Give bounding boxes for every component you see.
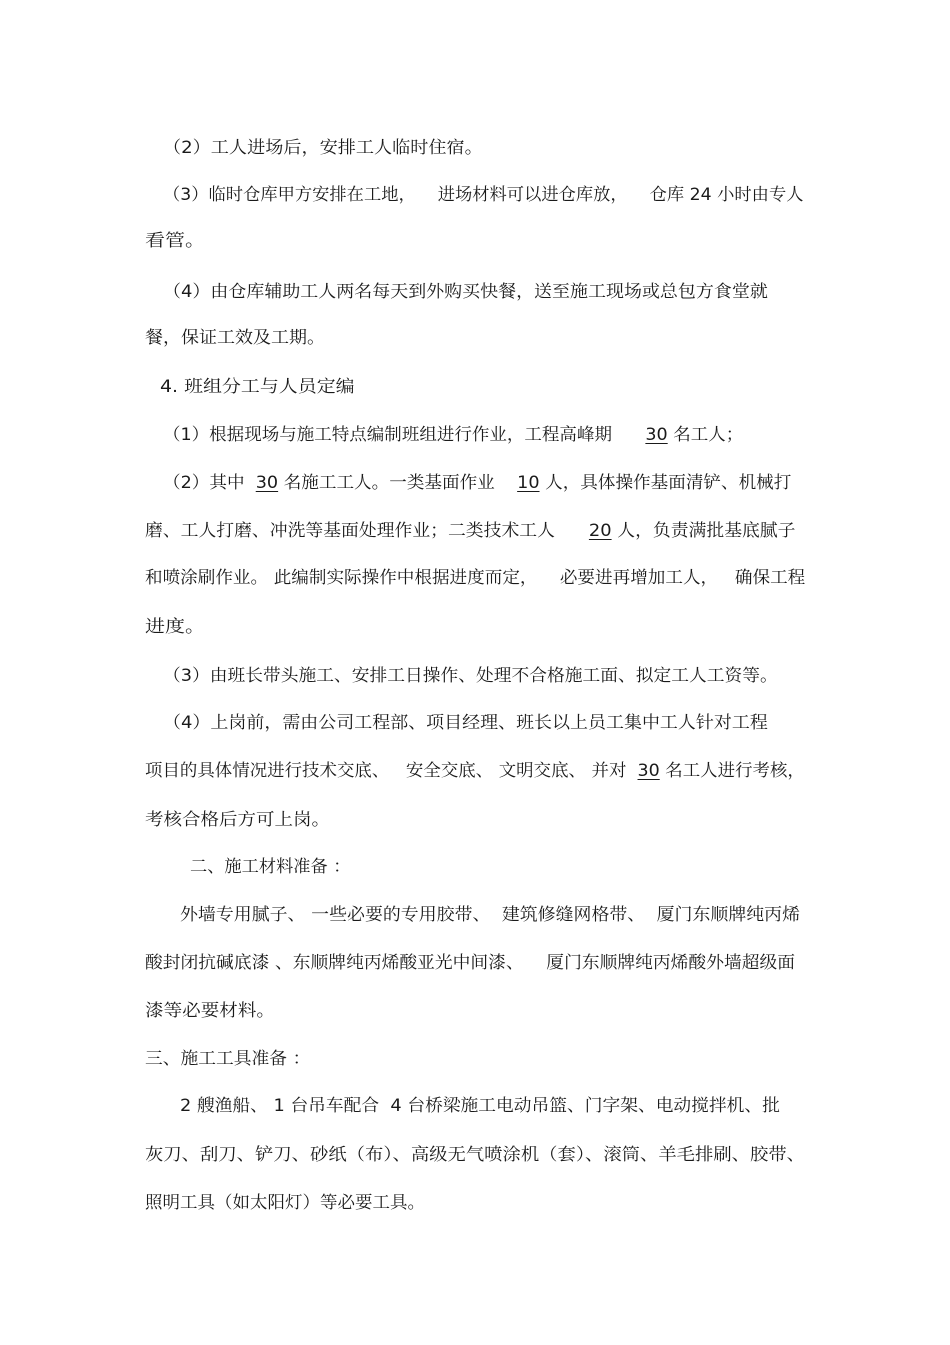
- text-line: [190, 857, 350, 877]
- text-segment: （3）临时仓库甲方安排在工地， 进场材料可以进仓库放， 仓库 24 小时由专人: [163, 185, 804, 205]
- text-segment: 看管。: [145, 231, 205, 251]
- text-line: [163, 666, 778, 686]
- text-segment: （2）工人进场后，安排工人临时住宿。: [163, 138, 483, 158]
- text-segment: 照明工具（如太阳灯）等必要工具。: [145, 1193, 425, 1213]
- underlined-number: 10: [517, 473, 540, 493]
- text-line: [180, 1096, 780, 1116]
- text-segment: （2）其中: [163, 473, 256, 493]
- underlined-number: 30: [645, 425, 668, 445]
- text-line: [145, 761, 805, 781]
- text-line: [145, 617, 205, 637]
- text-line: [160, 377, 355, 397]
- text-line: [163, 282, 768, 302]
- text-line: [145, 1049, 310, 1069]
- text-segment: 二、施工材料准备 ：: [190, 857, 351, 877]
- text-segment: （4）由仓库辅助工人两名每天到外购买快餐，送至施工现场或总包方食堂就: [163, 282, 768, 302]
- text-segment: 外墙专用腻子、 一些必要的专用胶带、 建筑修缝网格带、 厦门东顺牌纯丙烯: [180, 905, 801, 925]
- text-line: [163, 425, 743, 445]
- text-segment: 名工人进行考核，: [659, 761, 805, 781]
- text-line: [145, 1001, 275, 1021]
- text-line: [145, 568, 805, 588]
- text-line: [163, 138, 483, 158]
- text-segment: 项目的具体情况进行技术交底、 安全交底、 文明交底、 并对: [145, 761, 638, 781]
- text-segment: 名工人；: [667, 425, 744, 445]
- text-segment: 漆等必要材料。: [145, 1001, 275, 1021]
- text-line: [180, 905, 800, 925]
- text-segment: 酸封闭抗碱底漆 、东顺牌纯丙烯酸亚光中间漆、 厦门东顺牌纯丙烯酸外墙超级面: [145, 953, 796, 973]
- text-line: [145, 1193, 425, 1213]
- text-line: [163, 473, 791, 493]
- text-segment: 4. 班组分工与人员定编: [160, 377, 355, 397]
- underlined-number: 30: [255, 473, 279, 493]
- underlined-number: 20: [588, 521, 612, 541]
- underlined-number: 30: [637, 761, 660, 781]
- text-segment: 餐，保证工效及工期。: [145, 328, 325, 348]
- text-segment: 和喷涂刷作业。 此编制实际操作中根据进度而定， 必要进再增加工人， 确保工程: [145, 568, 806, 588]
- text-line: [163, 713, 768, 733]
- text-segment: 三、施工工具准备 ：: [145, 1049, 311, 1069]
- text-segment: 名施工工人。一类基面作业: [278, 473, 518, 493]
- text-line: [145, 1145, 805, 1165]
- text-line: [145, 328, 325, 348]
- text-segment: 考核合格后方可上岗。: [145, 810, 330, 830]
- text-line: [145, 953, 795, 973]
- text-segment: 灰刀、刮刀、铲刀、砂纸（布）、高级无气喷涂机（套）、滚筒、羊毛排刷、胶带、: [145, 1145, 805, 1165]
- text-line: [163, 185, 803, 205]
- text-segment: 进度。: [145, 617, 205, 637]
- text-segment: 2 艘渔船、 1 台吊车配合 4 台桥梁施工电动吊篮、门字架、电动搅拌机、批: [180, 1096, 780, 1116]
- text-line: [145, 521, 795, 541]
- text-segment: （4）上岗前，需由公司工程部、项目经理、班长以上员工集中工人针对工程: [163, 713, 768, 733]
- text-segment: 磨、工人打磨、冲洗等基面处理作业；二类技术工人: [145, 521, 589, 541]
- text-segment: （1）根据现场与施工特点编制班组进行作业，工程高峰期: [163, 425, 646, 445]
- text-line: [145, 810, 330, 830]
- text-line: [145, 231, 205, 251]
- text-segment: 人，负责满批基底腻子: [611, 521, 796, 541]
- text-segment: 人，具体操作基面清铲、机械打: [539, 473, 792, 493]
- text-segment: （3）由班长带头施工、安排工日操作、处理不合格施工面、拟定工人工资等。: [163, 666, 778, 686]
